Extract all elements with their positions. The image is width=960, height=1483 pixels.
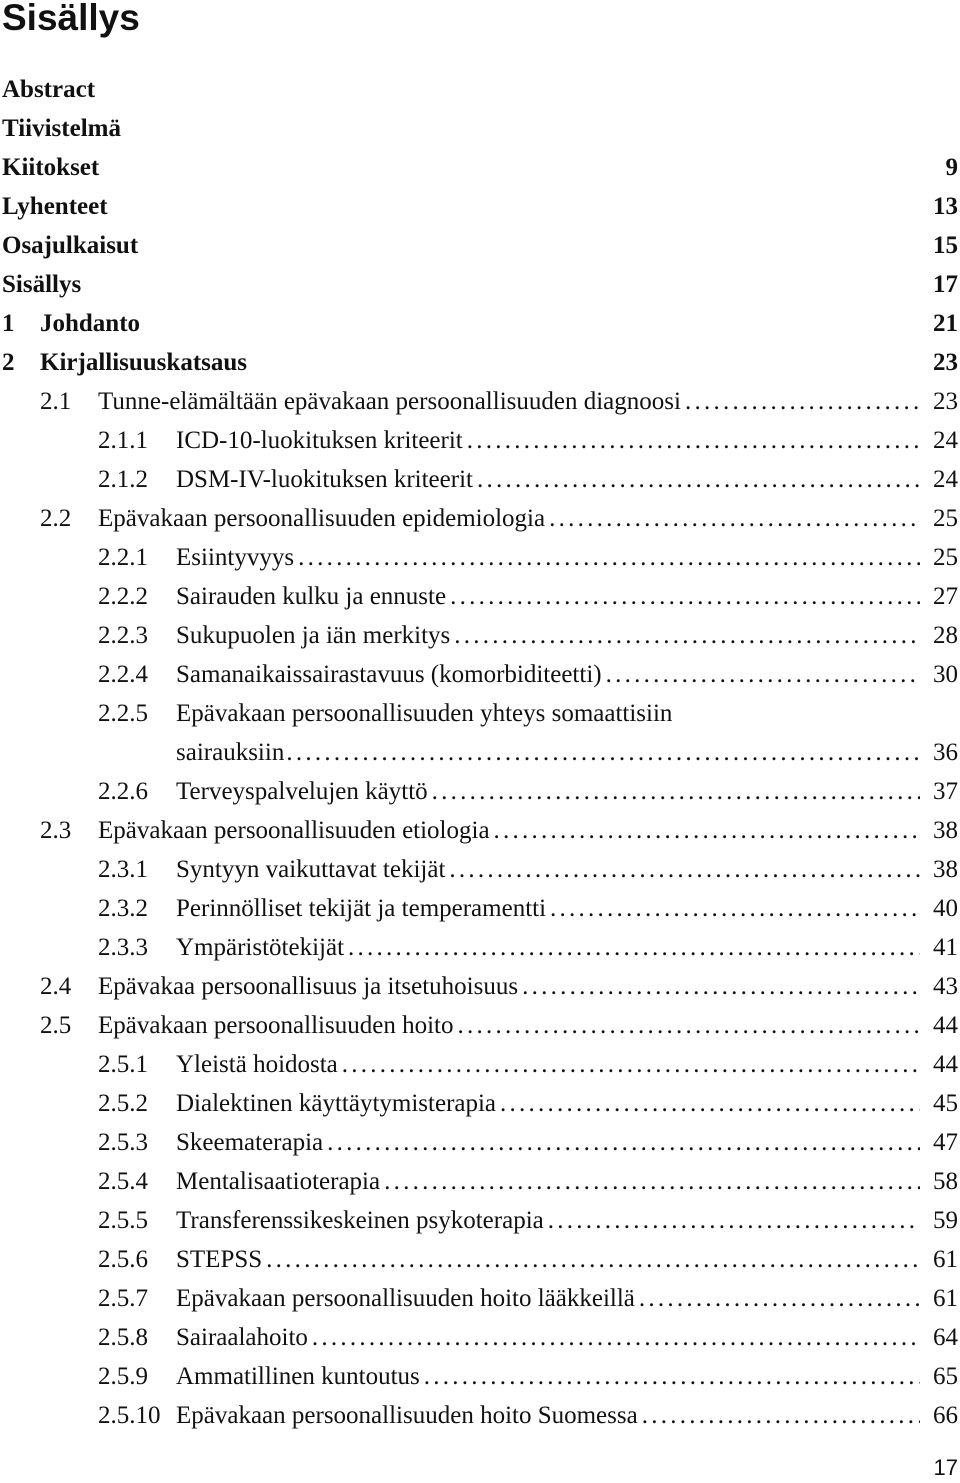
toc-entry-title-continuation	[176, 733, 920, 772]
toc-entry[interactable]	[0, 70, 960, 109]
toc-entry-title: Epävakaan persoonallisuuden yhteys somaattisiin	[176, 700, 673, 727]
toc-entry-number: 2.5.9	[98, 1363, 148, 1390]
toc-entry-title-container	[2, 148, 900, 187]
toc-entry[interactable]	[0, 967, 960, 1006]
toc-entry-title-container	[98, 382, 920, 421]
toc-entry[interactable]	[0, 304, 960, 343]
toc-entry-page-number: 66	[929, 1396, 958, 1435]
toc-entry-page-number: 24	[929, 421, 958, 460]
toc-entry-page-number: 64	[929, 1318, 958, 1357]
toc-entry-page-number: 30	[929, 655, 958, 694]
toc-entry[interactable]	[0, 460, 960, 499]
toc-entry-number: 2.3.3	[98, 934, 148, 961]
toc-entry-title: Sairaalahoito	[176, 1324, 308, 1351]
toc-entry-title: Tunne-elämältään epävakaan persoonallisuuden diagnoosi	[98, 388, 681, 415]
toc-entry-page-number: 24	[929, 460, 958, 499]
toc-entry[interactable]	[0, 538, 960, 577]
toc-entry-number: 2.2.6	[98, 778, 148, 805]
toc-entry-number: 2.2	[40, 505, 72, 532]
toc-entry-page-number: 9	[942, 148, 959, 187]
toc-entry-title-container	[98, 499, 920, 538]
toc-entry-title: Abstract	[2, 76, 96, 103]
toc-entry-title: Epävakaan persoonallisuuden etiologia	[98, 817, 490, 844]
page-title: Sisällys	[2, 0, 140, 38]
toc-entry-title: Kirjallisuuskatsaus	[40, 349, 248, 376]
toc-entry-page-number: 38	[929, 850, 958, 889]
toc-entry-number: 2.2.4	[98, 661, 148, 688]
toc-entry-page-number: 65	[929, 1357, 958, 1396]
toc-entry-number: 2.1	[40, 388, 72, 415]
toc-entry-title: Lyhenteet	[2, 193, 108, 220]
toc-entry-title: Osajulkaisut	[2, 232, 139, 259]
toc-entry-title: Epävakaa persoonallisuus ja itsetuhoisuus	[98, 973, 519, 1000]
toc-entry[interactable]	[0, 655, 960, 694]
toc-entry[interactable]	[0, 1201, 960, 1240]
toc-entry-title: Sisällys	[2, 271, 82, 298]
toc-entry-number: 2.5.3	[98, 1129, 148, 1156]
toc-entry[interactable]	[0, 109, 960, 148]
toc-entry-title: DSM-IV-luokituksen kriteerit	[176, 466, 473, 493]
toc-entry-number: 2.3	[40, 817, 72, 844]
toc-entry-title: STEPSS	[176, 1246, 263, 1273]
toc-entry-page-number: 41	[929, 928, 958, 967]
toc-entry-title-container	[176, 577, 920, 616]
toc-entry-title-container	[176, 1045, 920, 1084]
toc-entry-page-number: 40	[929, 889, 958, 928]
toc-entry-number: 2.5.8	[98, 1324, 148, 1351]
toc-entry[interactable]	[0, 1357, 960, 1396]
toc-entry[interactable]	[0, 1396, 960, 1435]
toc-entry-number: 2.2.3	[98, 622, 148, 649]
toc-entry-number: 2.5.4	[98, 1168, 148, 1195]
toc-entry-page-number: 25	[929, 538, 958, 577]
table-of-contents	[0, 70, 960, 1435]
toc-entry-page-number: 43	[929, 967, 958, 1006]
toc-entry-page-number: 23	[929, 343, 958, 382]
toc-entry-title: ICD-10-luokituksen kriteerit	[176, 427, 463, 454]
toc-entry-title-container	[176, 889, 920, 928]
toc-entry-title: Sairauden kulku ja ennuste	[176, 583, 447, 610]
toc-entry-number: 2.5.7	[98, 1285, 148, 1312]
toc-entry-page-number: 45	[929, 1084, 958, 1123]
toc-entry-page-number: 61	[929, 1240, 958, 1279]
toc-entry[interactable]	[0, 343, 960, 382]
toc-entry-number: 2.5.6	[98, 1246, 148, 1273]
toc-entry[interactable]	[0, 1279, 960, 1318]
toc-entry-title: Syntyyn vaikuttavat tekijät	[176, 856, 446, 883]
toc-entry-number: 1	[2, 310, 15, 337]
toc-entry[interactable]	[0, 499, 960, 538]
toc-entry-number: 2.5	[40, 1012, 72, 1039]
toc-entry-title-container	[176, 1396, 920, 1435]
toc-entry[interactable]	[0, 1123, 960, 1162]
toc-entry-title-line2: sairauksiin	[176, 739, 285, 766]
toc-entry-title: Ammatillinen kuntoutus	[176, 1363, 420, 1390]
toc-entry[interactable]	[0, 382, 960, 421]
toc-entry-page-number: 25	[929, 499, 958, 538]
toc-entry-number: 2.2.2	[98, 583, 148, 610]
toc-entry-page-number: 15	[929, 226, 958, 265]
toc-entry-page-number: 23	[929, 382, 958, 421]
toc-entry-number: 2	[2, 349, 15, 376]
toc-entry-number: 2.3.2	[98, 895, 148, 922]
toc-entry-title-container	[2, 265, 900, 304]
toc-entry-title: Epävakaan persoonallisuuden hoito	[98, 1012, 454, 1039]
toc-entry-title-container	[2, 226, 900, 265]
toc-entry-title-container	[176, 460, 920, 499]
toc-entry-title-container	[176, 1123, 920, 1162]
toc-entry[interactable]	[0, 1162, 960, 1201]
toc-entry-title-container	[40, 343, 900, 382]
toc-entry-title: Yleistä hoidosta	[176, 1051, 338, 1078]
toc-entry-number: 2.5.1	[98, 1051, 148, 1078]
toc-entry[interactable]	[0, 928, 960, 967]
toc-entry-title: Tiivistelmä	[2, 115, 121, 142]
toc-entry-number: 2.3.1	[98, 856, 148, 883]
toc-entry-page-number: 61	[929, 1279, 958, 1318]
toc-entry-title-container	[176, 616, 920, 655]
toc-entry-title-container	[2, 187, 900, 226]
toc-entry-page-number: 27	[929, 577, 958, 616]
toc-entry[interactable]	[0, 187, 960, 226]
toc-entry-title: Mentalisaatioterapia	[176, 1168, 381, 1195]
toc-entry-number: 2.1.2	[98, 466, 148, 493]
toc-entry-page-number: 38	[929, 811, 958, 850]
toc-entry-title-container	[98, 967, 920, 1006]
toc-entry[interactable]	[0, 616, 960, 655]
toc-entry[interactable]	[0, 1240, 960, 1279]
toc-entry[interactable]	[0, 421, 960, 460]
toc-entry-page-number: 37	[929, 772, 958, 811]
toc-entry-title-container	[98, 811, 920, 850]
toc-entry-page-number: 13	[929, 187, 958, 226]
toc-entry[interactable]	[0, 694, 960, 772]
toc-entry-title-container	[176, 928, 920, 967]
toc-entry-number: 2.5.5	[98, 1207, 148, 1234]
toc-entry-title-container	[176, 421, 920, 460]
toc-entry-title-container	[2, 109, 900, 148]
toc-entry-number: 2.2.5	[98, 700, 148, 727]
toc-entry-title-container	[40, 304, 900, 343]
toc-entry-title: Skeematerapia	[176, 1129, 324, 1156]
toc-entry[interactable]	[0, 265, 960, 304]
toc-entry-title-container	[176, 1279, 920, 1318]
toc-entry-title: Johdanto	[40, 310, 141, 337]
toc-entry[interactable]	[0, 1084, 960, 1123]
toc-entry-title: Sukupuolen ja iän merkitys	[176, 622, 451, 649]
toc-entry[interactable]	[0, 1045, 960, 1084]
toc-entry-page-number: 58	[929, 1162, 958, 1201]
toc-entry[interactable]	[0, 1006, 960, 1045]
toc-entry-number: 2.4	[40, 973, 72, 1000]
toc-entry-page-number: 44	[929, 1006, 958, 1045]
toc-entry[interactable]	[0, 577, 960, 616]
toc-entry-page-number: 44	[929, 1045, 958, 1084]
toc-entry-page-number: 59	[929, 1201, 958, 1240]
toc-entry-page-number: 21	[929, 304, 958, 343]
toc-entry-page-number: 47	[929, 1123, 958, 1162]
toc-entry-title-container	[176, 655, 920, 694]
toc-entry[interactable]	[0, 850, 960, 889]
toc-entry-title-container	[176, 538, 920, 577]
toc-entry-title: Samanaikaissairastavuus (komorbiditeetti)	[176, 661, 602, 688]
toc-entry-number: 2.2.1	[98, 544, 148, 571]
toc-entry-title: Perinnölliset tekijät ja temperamentti	[176, 895, 547, 922]
toc-entry-title-container	[176, 850, 920, 889]
toc-entry-title: Transferenssikeskeinen psykoterapia	[176, 1207, 544, 1234]
toc-entry-title-container	[98, 1006, 920, 1045]
toc-entry[interactable]	[0, 1318, 960, 1357]
toc-entry-page-number: 28	[929, 616, 958, 655]
toc-entry[interactable]	[0, 148, 960, 187]
footer-page-number: 17	[933, 1455, 958, 1480]
toc-entry-title-container	[176, 1201, 920, 1240]
toc-entry-title-container	[176, 1162, 920, 1201]
toc-entry-title: Kiitokset	[2, 154, 100, 181]
toc-entry-title: Epävakaan persoonallisuuden hoito lääkkeillä	[176, 1285, 635, 1312]
toc-entry[interactable]	[0, 226, 960, 265]
toc-entry-title-container	[2, 70, 900, 109]
toc-entry-title-container	[176, 1240, 920, 1279]
toc-entry-title: Epävakaan persoonallisuuden hoito Suomessa	[176, 1402, 638, 1429]
toc-entry-title: Epävakaan persoonallisuuden epidemiologia	[98, 505, 546, 532]
toc-entry-page-number: 36	[929, 733, 958, 772]
toc-entry[interactable]	[0, 772, 960, 811]
toc-entry-title: Dialektinen käyttäytymisterapia	[176, 1090, 497, 1117]
toc-entry-title-container	[176, 1318, 920, 1357]
toc-entry[interactable]	[0, 811, 960, 850]
toc-entry-number: 2.5.2	[98, 1090, 148, 1117]
toc-entry-title-container	[176, 772, 920, 811]
toc-entry-number: 2.5.10	[98, 1402, 161, 1429]
toc-entry-title-container	[176, 1357, 920, 1396]
toc-entry[interactable]	[0, 889, 960, 928]
toc-entry-title: Terveyspalvelujen käyttö	[176, 778, 428, 805]
toc-entry-number: 2.1.1	[98, 427, 148, 454]
toc-entry-page-number: 17	[929, 265, 958, 304]
toc-entry-title: Ympäristötekijät	[176, 934, 345, 961]
toc-entry-title: Esiintyvyys	[176, 544, 295, 571]
toc-entry-title-container	[176, 1084, 920, 1123]
